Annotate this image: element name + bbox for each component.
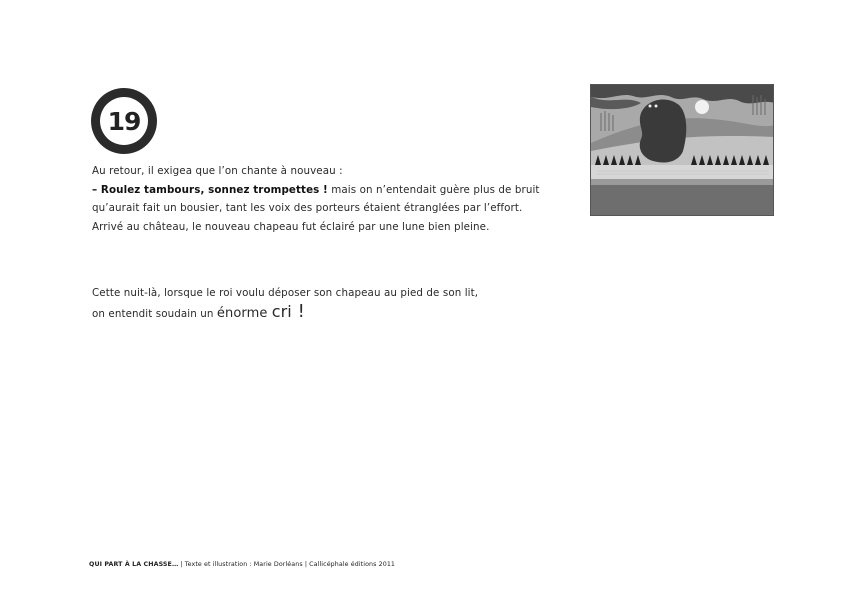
page-number: 19 — [100, 97, 148, 145]
night-procession-illustration — [590, 84, 774, 216]
footer — [89, 561, 395, 568]
paragraph-2-line-2 — [92, 300, 478, 324]
word-enorme-e: é — [216, 305, 225, 321]
footer-credits: | Texte et illustration : Marie Dorléans | Callicéphale éditions 2011 — [178, 561, 396, 568]
paragraph-2-line-1: Cette nuit-là, lorsque le roi voulu déposer son chapeau au pied de son lit, — [92, 287, 479, 299]
footer-title: QUI PART À LA CHASSE… — [89, 561, 179, 568]
word-enorme-rest: norme — [225, 305, 272, 321]
illustration-image — [591, 85, 774, 216]
word-cri: cri — [271, 301, 292, 321]
page-number-badge — [91, 88, 157, 154]
paragraph-1-line-4: Arrivé au château, le nouveau chapeau fut éclairé par une lune bien pleine. — [92, 220, 490, 233]
exclamation-mark: ! — [291, 300, 305, 322]
paragraph-2-line-2-start: on entendit soudain un — [92, 307, 217, 320]
paragraph-1-line-2-rest: mais on n’entendait guère plus de bruit — [327, 183, 540, 196]
paragraph-1 — [92, 162, 540, 236]
paragraph-2 — [92, 284, 478, 323]
paragraph-1-line-3: qu’aurait fait un bousier, tant les voix des porteurs étaient étranglées par l’effort. — [92, 202, 523, 214]
paragraph-1-line-2 — [92, 181, 540, 200]
paragraph-1-line-1: Au retour, il exigea que l’on chante à nouveau : — [92, 165, 343, 177]
exclamation-bold: – Roulez tambours, sonnez trompettes ! — [92, 183, 328, 196]
